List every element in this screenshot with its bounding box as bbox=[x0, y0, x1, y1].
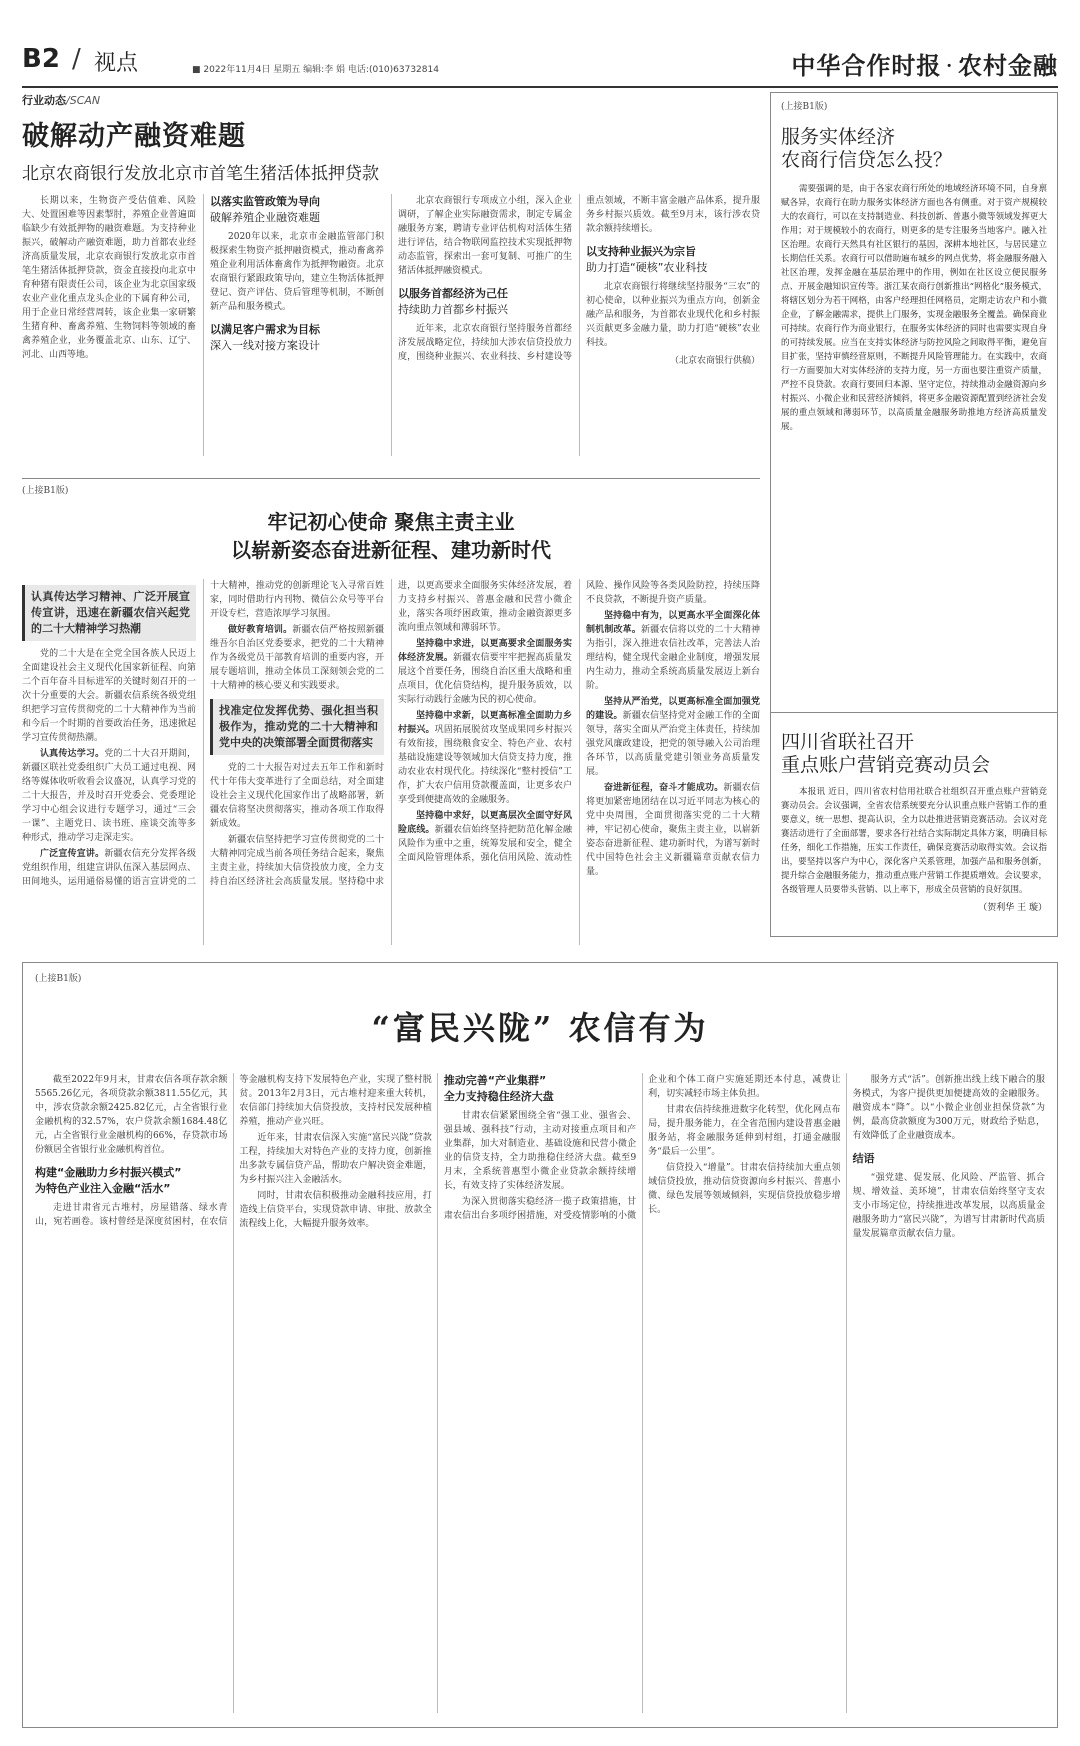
paragraph: 长期以来，生物资产受估值难、风险大、处置困难等因素掣肘，养殖企业普遍面临缺少有效抵押物的融资难题。为支持种业振兴，破解动产融资难题，助力首都农业经济高质量发展，北京农商银行发放北京市首笔生猪活体抵押贷款，资金直接投向北京中育种猪有限责任公司，该企业为北京国家级农业产业化重点龙头企业的下属育种公司，用于企业日常经营周转，该企业集一家研繁生猪育种、畜禽养殖、生物饲料等领域的畜禽养殖企业，业务覆盖北京、山东、辽宁、河北、山西等地。 bbox=[22, 196, 196, 360]
paragraph: 甘肃农信紧紧围绕全省“强工业、强省会、强县域、强科技”行动，主动对接重点项目和产业集群，加大对制造业、基础设施和民营小微企业的信贷支持，全力助推稳住经济大盘。截至9月末，全系统普惠型小微企业贷款余额持续增长，有效支持了实体经济发展。 bbox=[443, 1111, 637, 1191]
lead-text: 坚持稳中求进，以更高要求全面服务实体经济发展。 bbox=[398, 639, 572, 663]
paragraph: 新疆农信坚持把学习宣传贯彻党的二十大精神同完成当前各项任务结合起来，聚焦主责主业，持续加大信贷投放力度，全力支持自治区经济社会高质量发展。坚持稳中求进，以更高要求全面服务实体经济发展，着力支持乡村振兴、普惠金融和民营小微企业，落实各项纾困政策，推动金融资源更多流向重点领域和薄弱环节。 bbox=[210, 581, 572, 887]
right-column bbox=[770, 92, 1058, 937]
paragraph: 同时，甘肃农信积极推动金融科技应用，打造线上信贷平台，实现贷款申请、审批、放款全流程线上化，大幅提升服务效率。 bbox=[239, 1191, 432, 1229]
masthead-brand bbox=[791, 46, 1058, 81]
paragraph bbox=[210, 623, 384, 693]
paragraph-text: 新疆农信严格按照新疆维吾尔自治区党委要求，把党的二十大精神作为各级党员干部教育培训的重要内容，开展专题培训，推动全体员工深刻领会党的二十大精神的核心要义和实践要求。 bbox=[210, 625, 384, 691]
byline: （贺利华 王 璇） bbox=[978, 903, 1047, 913]
paragraph: 近年来，北京农商银行坚持服务首都经济发展战略定位，持续加大涉农信贷投放力度，围绕种业振兴、农业科技、乡村建设等重点领域，不断丰富金融产品体系，提升服务乡村振兴质效。截至9月末，该行涉农贷款余额持续增长。 bbox=[398, 196, 760, 362]
article-kicker bbox=[22, 92, 760, 108]
lead-text: 坚持稳中求新，以更高标准全面助力乡村振兴。 bbox=[398, 711, 572, 735]
subhead-line: 为特色产业注入金融“活水” bbox=[35, 1182, 171, 1195]
paragraph bbox=[398, 709, 572, 807]
subhead bbox=[398, 286, 572, 318]
paragraph bbox=[586, 695, 760, 779]
paragraph: 甘肃农信持续推进数字化转型，优化网点布局，提升服务能力，在全省范围内建设普惠金融服务站，将金融服务延伸到村组，打通金融服务“最后一公里”。 bbox=[648, 1105, 841, 1157]
paragraph-text: 新疆农信坚持党对金融工作的全面领导，落实全面从严治党主体责任，持续加强党风廉政建设，把党的领导融入公司治理各环节，以高质量党建引领业务高质量发展。 bbox=[586, 711, 760, 777]
right-body bbox=[781, 182, 1047, 702]
article-body bbox=[22, 579, 760, 945]
lead-text: 坚持稳中有为，以更高水平全面深化体制机制改革。 bbox=[586, 611, 760, 635]
article-title: “富民兴陇” 农信有为 bbox=[371, 1009, 709, 1047]
paragraph: 信贷投入“增量”。甘肃农信持续加大重点领域信贷投放，推动信贷资源向乡村振兴、普惠小微、绿色发展等领域倾斜，实现信贷投放稳步增长。 bbox=[648, 1163, 841, 1215]
paragraph: 本报讯 近日，四川省农村信用社联合社组织召开重点账户营销竞赛动员会。会议强调，全省农信系统要充分认识重点账户营销工作的重要意义，统一思想、提高认识，全力以赴推进营销竞赛活动。会议对竞赛活动进行了全面部署，要求各行社结合实际制定具体方案，明确目标任务，细化工作措施，压实工作责任，确保竞赛活动取得实效。会议指出，要坚持以客户为中心，深化客户关系管理，加强产品和服务创新，提升综合金融服务能力，推动重点账户营销工作提质增效。会议要求，各级管理人员要带头营销、以上率下，形成全员营销的良好氛围。 bbox=[781, 787, 1047, 895]
continued-note: (上接B1版) bbox=[22, 486, 69, 496]
kicker-cn: 行业动态 bbox=[22, 94, 66, 107]
article-title: 破解动产融资难题 bbox=[22, 121, 246, 152]
lead-text: 广泛宣传宣讲。 bbox=[40, 849, 105, 859]
subhead-line: 破解养殖企业融资难题 bbox=[210, 211, 320, 224]
paragraph: 党的二十大报告对过去五年工作和新时代十年伟大变革进行了全面总结，对全面建设社会主义现代化国家作出了战略部署，新疆农信将坚决贯彻落实，推动各项工作取得新成效。 bbox=[210, 763, 384, 829]
paragraph-text: 新疆农信充分发挥各级党组织作用，组建宣讲队伍深入基层网点、田间地头，运用通俗易懂的语言宣讲党的二十大精神，推动党的创新理论飞入寻常百姓家，同时借助行内刊物、微信公众号等平台开设专栏，营造浓厚学习氛围。 bbox=[22, 581, 384, 887]
article-title-line: 牢记初心使命 聚焦主责主业 bbox=[267, 510, 515, 534]
paragraph: 走进甘肃省元古堆村，房屋错落、绿水青山，宛若画卷。该村曾经是深度贫困村，在农信等金融机构支持下发展特色产业，实现了整村脱贫。2013年2月3日，元古堆村迎来重大转机，农信部门持续加大信贷投放，支持村民发展种植养殖，推动产业兴旺。 bbox=[35, 1075, 432, 1227]
subhead bbox=[210, 194, 384, 226]
subhead bbox=[586, 244, 760, 276]
paragraph bbox=[586, 781, 760, 879]
section-name: 视点 bbox=[94, 51, 139, 76]
lead-text: 做好教育培训。 bbox=[228, 625, 293, 635]
callout-box: 认真传达学习精神、广泛开展宣传宣讲，迅速在新疆农信兴起党的二十大精神学习热潮 bbox=[22, 585, 196, 641]
paragraph-text: 党的二十大召开期间，新疆区联社党委组织广大员工通过电视、网络等媒体收听收看会议盛况，认真学习党的二十大报告，并及时召开党委会、党委理论学习中心组会议进行专题学习，通过“三会一课”、主题党日、读书班、座谈交流等多种形式，推动学习走深走实。 bbox=[22, 749, 196, 843]
paragraph-text: 新疆农信将以党的二十大精神为指引，深入推进农信社改革，完善法人治理结构，健全现代金融企业制度，增强发展内生动力，推动全系统高质量发展迈上新台阶。 bbox=[586, 625, 760, 691]
section-code: B2 bbox=[22, 44, 60, 74]
right-title-line: 服务实体经济 bbox=[781, 126, 896, 148]
paragraph: 截至2022年9月末，甘肃农信各项存款余额5565.26亿元，各项贷款余额3811.55亿元，其中，涉农贷款余额2425.82亿元，占全省银行业金融机构的32.57%，农户贷款余额1684.48亿元，占全省银行业金融机构的66%，存贷款市场份额居全省银行业金融机构首位。 bbox=[35, 1075, 228, 1155]
lead-text: 坚持从严治党，以更高标准全面加强党的建设。 bbox=[586, 697, 760, 721]
subhead-line: 构建“金融助力乡村振兴模式” bbox=[35, 1166, 182, 1179]
paragraph-text: 新疆农信始终坚持把防范化解金融风险作为重中之重，统筹发展和安全，健全全面风险管理体系，强化信用风险、流动性风险、操作风险等各类风险防控，持续压降不良贷款，不断提升资产质量。 bbox=[398, 581, 760, 863]
paragraph: 需要强调的是，由于各家农商行所处的地域经济环境不同，自身禀赋各异，农商行在助力服务实体经济方面也各有侧重。对于资产规模较大的农商行，可以在支持制造业、科技创新、普惠小微等领域发挥更大作用；对于规模较小的农商行，则更多的是专注服务当地客户。融入社区治理。农商行天然具有社区银行的基因，深耕本地社区，与居民建立长期信任关系。农商行可以借助遍布城乡的网点优势，将金融服务融入社区治理，发挥金融在基层治理中的作用，例如在社区设立便民服务点、开展金融知识宣传等。浙江某农商行创新推出“网格化”服务模式，将辖区划分为若干网格，由客户经理担任网格员，定期走访农户和小微企业，了解金融需求，提供上门服务，实现金融服务全覆盖。确保商业可持续。农商行作为商业银行，在服务实体经济的同时也需要实现自身的可持续发展。应当在支持实体经济与防控风险之间取得平衡，避免盲目扩张，坚持审慎经营原则，不断提升风险管理能力。在实践中，农商行一方面要加大对实体经济的支持力度，另一方面也要注重资产质量，严控不良贷款。农商行要回归本源、坚守定位，持续推动金融资源向乡村振兴、小微企业和民营经济倾斜，将更多金融资源配置到经济社会发展的重点领域和薄弱环节，以高质量金融服务助推地方经济高质量发展。 bbox=[781, 184, 1047, 432]
lead-text: 奋进新征程，奋斗才能成功。 bbox=[604, 783, 724, 793]
subhead bbox=[444, 1073, 636, 1105]
article-subtitle: 北京农商银行发放北京市首笔生猪活体抵押贷款 bbox=[22, 164, 379, 184]
page-header bbox=[22, 40, 1058, 84]
brand-sub: 农村金融 bbox=[958, 51, 1058, 80]
subhead bbox=[210, 322, 384, 354]
article-body bbox=[22, 194, 760, 456]
paragraph: 2020年以来，北京市金融监管部门积极探索生物资产抵押融资模式，推动畜禽养殖企业利用活体畜禽作为抵押物融资。北京农商银行紧跟政策导向，建立生物活体抵押登记、资产评估、贷后管理等机制，不断创新产品和服务模式。 bbox=[210, 232, 384, 312]
article-gansu bbox=[22, 962, 1058, 1728]
lead-text: 认真传达学习。 bbox=[40, 749, 105, 759]
right-title-block bbox=[781, 126, 1047, 172]
subhead-line: 以落实监管政策为导向 bbox=[210, 195, 320, 208]
subhead-line: 助力打造“硬核”农业科技 bbox=[586, 261, 708, 274]
paragraph: 北京农商银行将继续坚持服务“三农”的初心使命，以种业振兴为重点方向，创新金融产品和服务，为首都农业现代化和乡村振兴贡献更多金融力量，助力打造“硬核”农业科技。 bbox=[586, 282, 760, 348]
subhead-line: 推动完善“产业集群” bbox=[443, 1074, 547, 1087]
subhead-line: 深入一线对接方案设计 bbox=[210, 339, 320, 352]
paragraph: 服务方式“活”。创新推出线上线下融合的服务模式，为客户提供更加便捷高效的金融服务。融资成本“降”。以“小微企业创业担保贷款”为例，最高贷款额度为300万元，财政给予贴息，有效降低了企业融资成本。 bbox=[852, 1075, 1045, 1141]
kicker-en: /SCAN bbox=[66, 94, 101, 107]
paragraph bbox=[22, 747, 196, 845]
subhead-line: 持续助力首都乡村振兴 bbox=[398, 303, 508, 316]
right-title-line: 重点账户营销竞赛动员会 bbox=[781, 754, 991, 776]
subhead-line: 以支持种业振兴为宗旨 bbox=[586, 245, 696, 258]
paragraph: 近年来，甘肃农信深入实施“富民兴陇”贷款工程，持续加大对特色产业的支持力度，创新推出多款专属信贷产品，帮助农户解决资金难题，为乡村振兴注入金融活水。 bbox=[239, 1133, 432, 1185]
brand-separator: · bbox=[945, 52, 954, 80]
sichuan-body bbox=[781, 785, 1047, 937]
right-title-line: 四川省联社召开 bbox=[781, 731, 915, 753]
right-title-line: 农商行信贷怎么投？ bbox=[781, 149, 953, 171]
callout-box: 找准定位发挥优势、强化担当积极作为，推动党的二十大精神和党中央的决策部署全面贯彻落实 bbox=[210, 699, 384, 755]
header-rule bbox=[22, 86, 1058, 88]
paragraph: “强党建、促发展、化风险、严监管、抓合规、增效益、美环境”，甘肃农信始终坚守支农支小市场定位，持续推进改革发展，以高质量金融服务助力“富民兴陇”，为谱写甘肃新时代高质量发展篇章贡献农信力量。 bbox=[852, 1173, 1045, 1239]
article-financing bbox=[22, 92, 760, 470]
paragraph: 为深入贯彻落实稳经济一揽子政策措施，甘肃农信出台多项纾困措施，对受疫情影响的小微企业和个体工商户实施延期还本付息，减费让利，切实减轻市场主体负担。 bbox=[443, 1075, 841, 1221]
paragraph-text: 新疆农信将更加紧密地团结在以习近平同志为核心的党中央周围，全面贯彻落实党的二十大精神，牢记初心使命，聚焦主责主业，以崭新姿态奋进新征程、建功新时代，为谱写新时代中国特色社会主义新疆篇章贡献农信力量。 bbox=[586, 783, 760, 877]
paragraph bbox=[398, 637, 572, 707]
subhead bbox=[35, 1165, 227, 1197]
paragraph: 党的二十大是在全党全国各族人民迈上全面建设社会主义现代化国家新征程、向第二个百年奋斗目标进军的关键时刻召开的一次十分重要的大会。新疆农信系统各级党组织把学习宣传贯彻党的二十大精神作为当前和今后一个时期的首要政治任务，迅速掀起学习宣传贯彻热潮。 bbox=[22, 649, 196, 743]
subhead-line: 以满足客户需求为目标 bbox=[210, 323, 320, 336]
subhead: 结语 bbox=[852, 1152, 875, 1165]
subhead-line: 全力支持稳住经济大盘 bbox=[443, 1090, 554, 1103]
paragraph-text: 巩固拓展脱贫攻坚成果同乡村振兴有效衔接，围绕粮食安全、特色产业、农村基础设施建设等领域加大信贷支持力度，推动农业农村现代化。持续深化“整村授信”工作，扩大农户信用贷款覆盖面，让更多农户享受到便捷高效的金融服务。 bbox=[398, 725, 572, 805]
lead-text: 坚持稳中求好，以更高层次全面守好风险底线。 bbox=[398, 811, 572, 835]
continued-note: (上接B1版) bbox=[35, 974, 82, 984]
sichuan-article bbox=[771, 712, 1057, 937]
issue-meta: ■ 2022年11月4日 星期五 编辑:李 娟 电话:(010)63732814 bbox=[192, 65, 439, 75]
article-xinjiang bbox=[22, 478, 760, 949]
brand-name: 中华合作时报 bbox=[791, 51, 942, 80]
article-body bbox=[35, 1073, 1045, 1713]
paragraph bbox=[586, 609, 760, 693]
paragraph: 北京农商银行专项成立小组，深入企业调研，了解企业实际融资需求，制定专属金融服务方案，聘请专业评估机构对活体生猪进行评估，结合物联网监控技术实现抵押物动态监管，探索出一套可复制、可推广的生猪活体抵押融资模式。 bbox=[398, 196, 572, 276]
paragraph-text: 新疆农信要牢牢把握高质量发展这个首要任务，围绕自治区重大战略和重点项目，优化信贷结构，提升服务质效，以实际行动践行金融为民的初心使命。 bbox=[398, 653, 572, 705]
section-slash: / bbox=[72, 44, 81, 74]
continued-note: (上接B1版) bbox=[781, 102, 828, 112]
subhead-line: 以服务首都经济为己任 bbox=[398, 287, 508, 300]
article-source: （北京农商银行供稿） bbox=[669, 356, 760, 366]
article-title-line: 以崭新姿态奋进新征程、建功新时代 bbox=[231, 538, 551, 562]
